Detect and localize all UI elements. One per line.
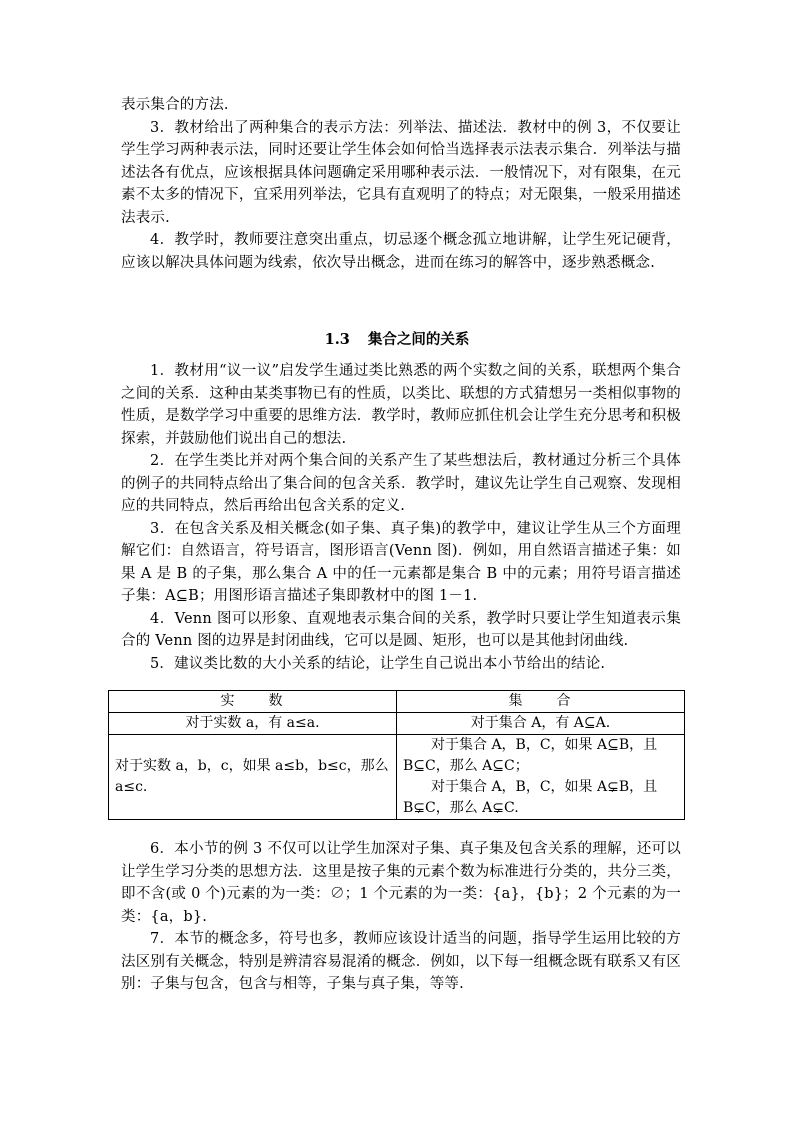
paragraph-4: 4．Venn 图可以形象、直观地表示集合间的关系，教学时只要让学生知道表示集合的 Venn 图的边界是封闭曲线，它可以是圆、矩形，也可以是其他封闭曲线.: [121, 610, 681, 649]
table-cell: 对于集合 A，有 A⊆A.: [397, 713, 685, 735]
intro-section: [121, 94, 681, 274]
paragraph-7: 7．本节的概念多，符号也多，教师应该设计适当的问题，指导学生运用比较的方法区别有关概念，特别是辨清容易混淆的概念．例如，以下每一组概念既有联系又有区别：子集与包含，包含与相等，子集与真子集，等等.: [121, 931, 681, 992]
paragraph-2: 2．在学生类比并对两个集合间的关系产生了某些想法后，教材通过分析三个具体的例子的共同特点给出了集合间的包含关系．教学时，建议先让学生自己观察、发现相应的共同特点，然后再给出包含关系的定义.: [121, 453, 681, 514]
table-header-real-numbers: 实 数: [109, 691, 397, 713]
paragraph-4: 4．教学时，教师要注意突出重点，切忌逐个概念孤立地讲解，让学生死记硬背，应该以解决具体问题为线索，依次导出概念，进而在练习的解答中，逐步熟悉概念.: [121, 232, 681, 271]
table-row: [109, 735, 685, 820]
table-cell-line: 对于集合 A，B，C，如果 A⊆B，且 B⊆C，那么 A⊆C；: [403, 737, 658, 774]
section-title: 集合之间的关系: [367, 331, 470, 348]
table-header-row: [109, 691, 685, 713]
closing-section: [121, 838, 681, 996]
section-body: [121, 360, 681, 675]
comparison-table: [108, 690, 685, 820]
section-heading: [0, 328, 794, 349]
paragraph-3: 3．在包含关系及相关概念(如子集、真子集)的教学中，建议让学生从三个方面理解它们：自然语言，符号语言，图形语言(Venn 图)．例如，用自然语言描述子集：如果 A 是 B 的子集，那么集合 A 中的任一元素都是集合 B 中的元素；用符号语言描述子集：A⊆B；用图形语言描述子集即教材中的图 1－1.: [121, 520, 681, 604]
table-row: [109, 713, 685, 735]
paragraph-continuation: 表示集合的方法.: [121, 97, 229, 113]
table-cell: 对于实数 a，有 a≤a.: [109, 713, 397, 735]
paragraph-1: 1．教材用“议一议”启发学生通过类比熟悉的两个实数之间的关系，联想两个集合之间的关系．这种由某类事物已有的性质，以类比、联想的方式猜想另一类相似事物的性质，是数学学习中重要的思维方法．教学时，教师应抓住机会让学生充分思考和积极探索，并鼓励他们说出自己的想法.: [121, 363, 681, 447]
table-cell: [397, 735, 685, 820]
table-cell: 对于实数 a，b，c，如果 a≤b，b≤c，那么 a≤c.: [109, 735, 397, 820]
table-header-sets: 集 合: [397, 691, 685, 713]
paragraph-6: 6．本小节的例 3 不仅可以让学生加深对子集、真子集及包含关系的理解，还可以让学生学习分类的思想方法．这里是按子集的元素个数为标准进行分类的，共分三类，即不含(或 0 个)元素的为一类：∅；1 个元素的为一类：{a}，{b}；2 个元素的为一类：{a，b}.: [121, 841, 681, 925]
table-cell-line: 对于集合 A，B，C，如果 A⊊B，且 B⊊C，那么 A⊊C.: [403, 779, 658, 816]
paragraph-3: 3．教材给出了两种集合的表示方法：列举法、描述法．教材中的例 3，不仅要让学生学习两种表示法，同时还要让学生体会如何恰当选择表示法表示集合．列举法与描述法各有优点，应该根据具体问题确定采用哪种表示法．一般情况下，对有限集，在元素不太多的情况下，宜采用列举法，它具有直观明了的特点；对无限集，一般采用描述法表示.: [121, 119, 681, 226]
section-number: 1.3: [324, 331, 350, 348]
paragraph-5: 5．建议类比数的大小关系的结论，让学生自己说出本小节给出的结论.: [150, 655, 606, 672]
